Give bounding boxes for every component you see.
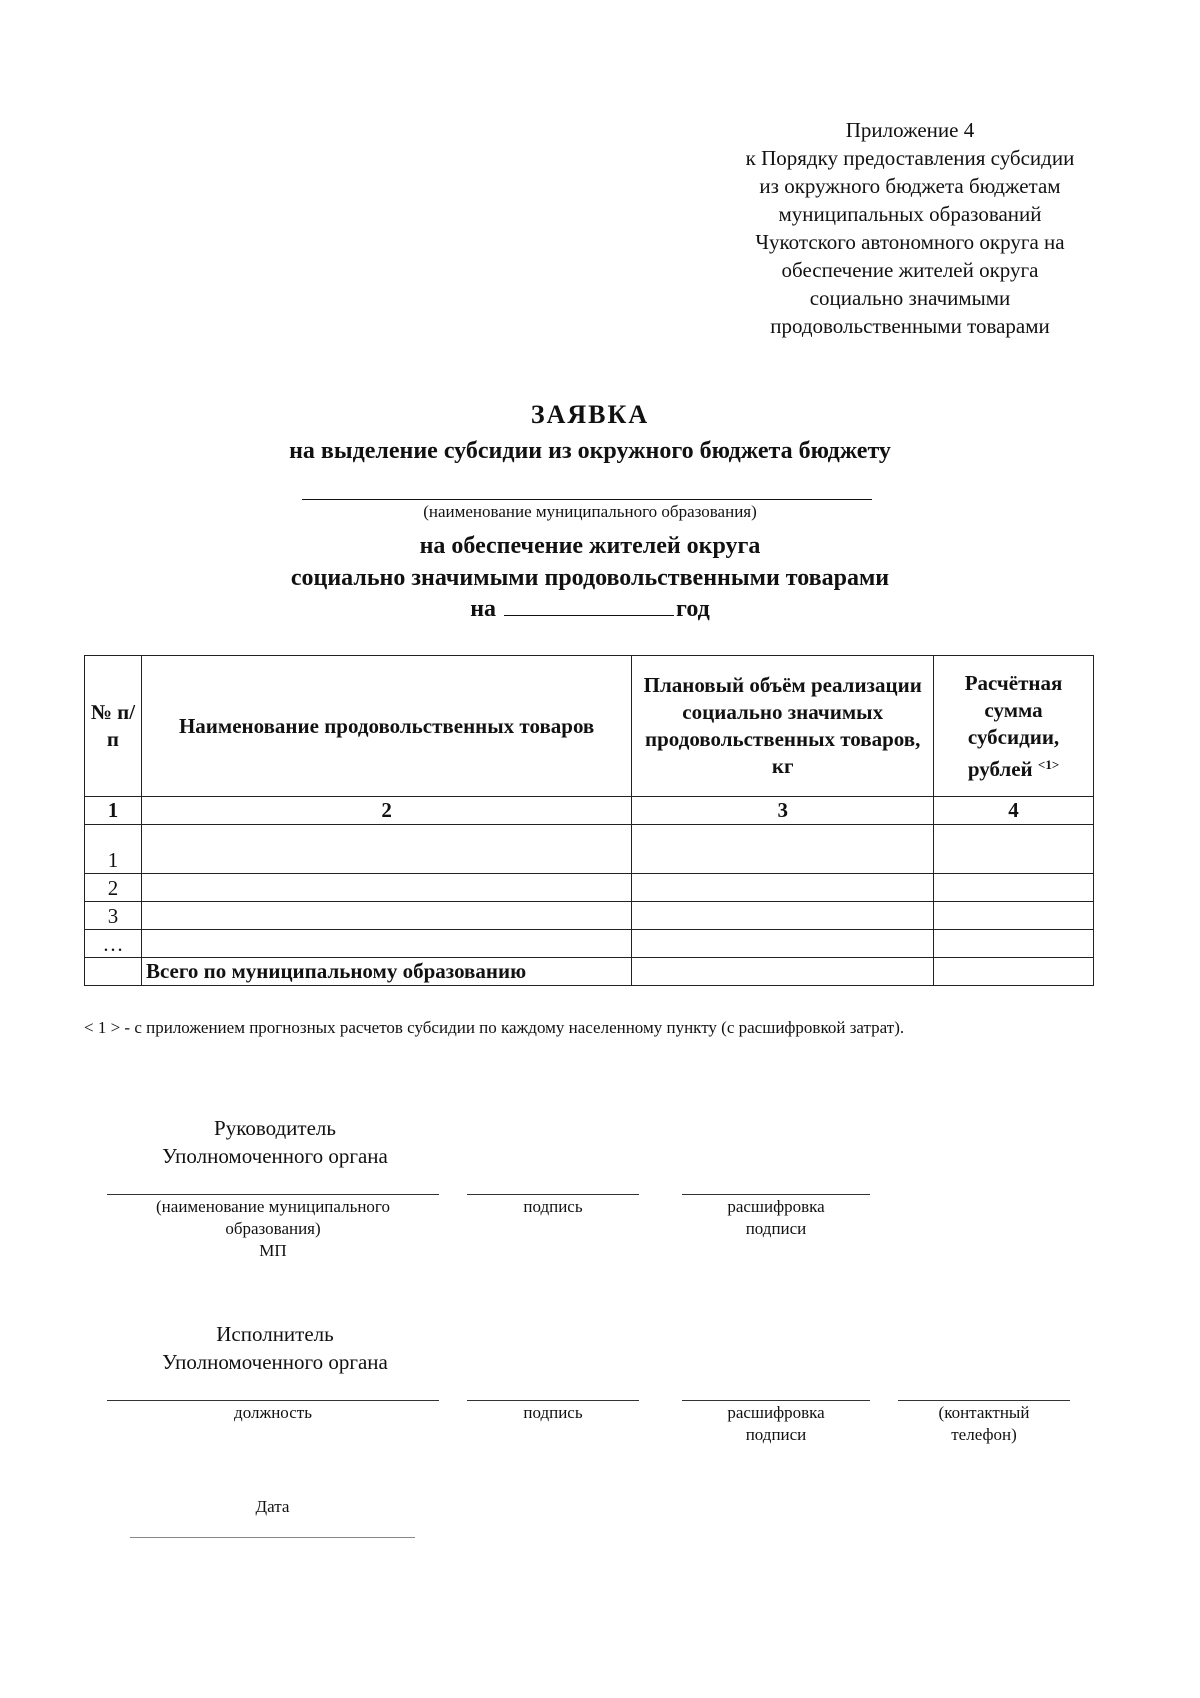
executor-phone-line [898, 1400, 1070, 1401]
total-sum-cell [934, 958, 1094, 986]
executor-title-line-2: Уполномоченного органа [162, 1350, 388, 1374]
executor-decode-caption-line-2: подписи [745, 1425, 807, 1444]
appendix-line: социально значимыми [809, 286, 1011, 310]
head-decode-line [682, 1194, 870, 1195]
document-purpose [100, 530, 1080, 594]
row-number: 2 [85, 874, 142, 902]
executor-phone-caption [898, 1402, 1070, 1446]
executor-sign-caption: подпись [523, 1403, 583, 1422]
total-row [85, 958, 1094, 986]
product-name-cell [141, 874, 631, 902]
year-prefix: на [470, 596, 497, 622]
executor-position-line [107, 1400, 439, 1401]
column-number: 2 [141, 797, 631, 825]
column-number: 4 [934, 797, 1094, 825]
table-row [85, 930, 1094, 958]
table-row [85, 902, 1094, 930]
appendix-line: Чукотского автономного округа на [755, 230, 1065, 254]
planned-volume-cell [632, 902, 934, 930]
planned-volume-cell [632, 930, 934, 958]
head-org-caption [107, 1196, 439, 1262]
purpose-line-2: социально значимыми продовольственными товарами [290, 565, 890, 591]
total-label: Всего по муниципальному образованию [141, 958, 631, 986]
executor-decode-caption [682, 1402, 870, 1446]
date-line [130, 1537, 415, 1538]
row-number: … [85, 930, 142, 958]
product-name-cell [141, 930, 631, 958]
head-sign-caption: подпись [523, 1197, 583, 1216]
row-number: 1 [85, 825, 142, 874]
purpose-line-1: на обеспечение жителей округа [419, 533, 761, 559]
subsidy-sum-cell [934, 874, 1094, 902]
total-volume-cell [632, 958, 934, 986]
head-sign-line [467, 1194, 639, 1195]
executor-position-caption: должность [234, 1403, 312, 1422]
year-suffix: год [676, 596, 710, 622]
document-title: ЗАЯВКА [530, 400, 650, 429]
municipality-blank-line [302, 499, 872, 500]
subsidy-sum-cell [934, 825, 1094, 874]
executor-decode-caption-line-1: расшифровка [727, 1403, 825, 1422]
appendix-line: обеспечение жителей округа [781, 258, 1039, 282]
product-name-cell [141, 902, 631, 930]
column-number-row [85, 797, 1094, 825]
executor-phone-caption-line-1: (контактный [938, 1403, 1030, 1422]
executor-sign-line [467, 1400, 639, 1401]
appendix-line: муниципальных образований [778, 202, 1042, 226]
product-name-cell [141, 825, 631, 874]
executor-signature-title [125, 1320, 425, 1376]
head-title-line-1: Руководитель [214, 1116, 336, 1140]
date-label: Дата [255, 1497, 290, 1516]
row-number: 3 [85, 902, 142, 930]
stamp-place-label: МП [259, 1241, 287, 1260]
column-number: 3 [632, 797, 934, 825]
planned-volume-cell [632, 825, 934, 874]
head-title-line-2: Уполномоченного органа [162, 1144, 388, 1168]
municipality-caption: (наименование муниципального образования) [423, 502, 757, 521]
total-number-cell [85, 958, 142, 986]
executor-phone-caption-line-2: телефон) [951, 1425, 1017, 1444]
appendix-line: Приложение 4 [845, 118, 975, 142]
footnote-marker: <1> [1037, 756, 1060, 772]
appendix-header [700, 116, 1120, 340]
head-org-line [107, 1194, 439, 1195]
executor-title-line-1: Исполнитель [216, 1322, 334, 1346]
head-org-caption-line-2: образования) [225, 1219, 321, 1238]
appendix-line: продовольственными товарами [770, 314, 1050, 338]
header-subsidy-sum [934, 656, 1094, 797]
planned-volume-cell [632, 874, 934, 902]
document-subtitle: на выделение субсидии из окружного бюджета бюджету [289, 438, 891, 464]
head-org-caption-line-1: (наименование муниципального [156, 1197, 390, 1216]
head-decode-caption-line-2: подписи [745, 1219, 807, 1238]
table-row [85, 874, 1094, 902]
executor-decode-line [682, 1400, 870, 1401]
request-table [84, 655, 1094, 986]
appendix-line: к Порядку предоставления субсидии [745, 146, 1075, 170]
header-product-name: Наименование продовольственных товаров [141, 656, 631, 797]
head-signature-title [125, 1114, 425, 1170]
appendix-line: из окружного бюджета бюджетам [759, 174, 1061, 198]
table-row [85, 825, 1094, 874]
head-decode-caption-line-1: расшифровка [727, 1197, 825, 1216]
year-line [100, 593, 1080, 623]
header-subsidy-sum-text: Расчётная сумма субсидии, рублей [964, 670, 1063, 781]
footnote: < 1 > - с приложением прогнозных расчетов субсидии по каждому населенному пункту (с расшифровкой затрат). [84, 1018, 905, 1037]
subsidy-sum-cell [934, 902, 1094, 930]
year-blank [504, 593, 674, 616]
table-header-row [85, 656, 1094, 797]
subsidy-sum-cell [934, 930, 1094, 958]
header-planned-volume: Плановый объём реализации социально значимых продовольственных товаров, кг [632, 656, 934, 797]
column-number: 1 [85, 797, 142, 825]
head-decode-caption [682, 1196, 870, 1240]
header-number: № п/п [85, 656, 142, 797]
